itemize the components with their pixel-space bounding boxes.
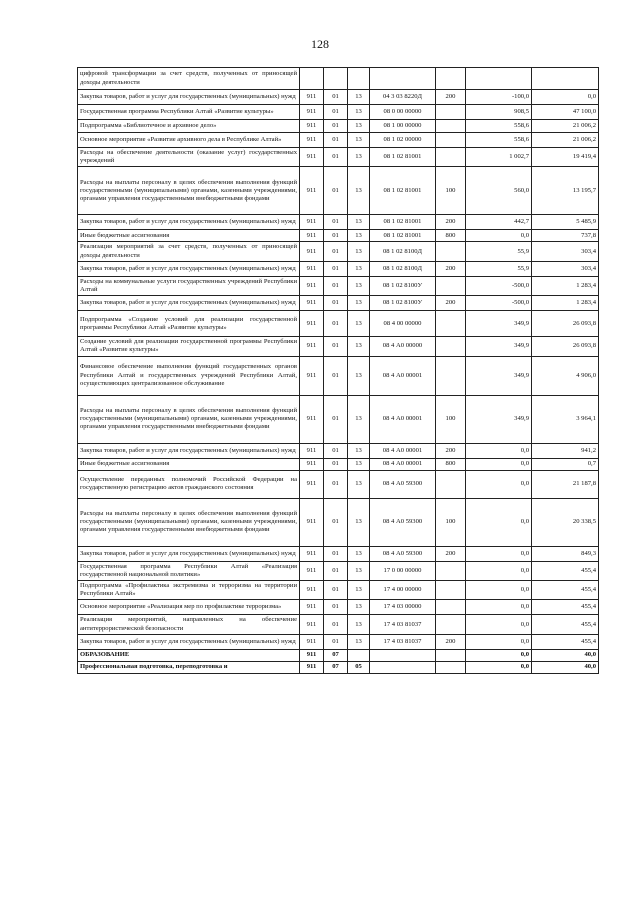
cell-rz: 01 [324, 261, 348, 276]
cell-gr: 911 [300, 600, 324, 615]
cell-change: 0,0 [466, 458, 532, 470]
cell-csr: 08 1 02 81001 [370, 148, 436, 167]
table-row [78, 561, 599, 580]
cell-change: 55,9 [466, 242, 532, 261]
cell-name: Государственная программа Республики Алтай «Развитие культуры» [78, 105, 300, 120]
cell-pr: 13 [348, 120, 370, 133]
cell-rz: 01 [324, 615, 348, 634]
cell-change: 55,9 [466, 261, 532, 276]
cell-name: Расходы на обеспечение деятельности (оказание услуг) государственных учреждений [78, 148, 300, 167]
cell-change: 349,9 [466, 311, 532, 337]
cell-pr: 13 [348, 634, 370, 649]
cell-csr: 08 1 00 00000 [370, 120, 436, 133]
cell-name: цифровой трансформации за счет средств, полученных от приносящей доходы деятельности [78, 68, 300, 90]
table-row [78, 68, 599, 90]
table-row [78, 498, 599, 546]
table-row [78, 615, 599, 634]
table-row [78, 661, 599, 673]
cell-total: 1 283,4 [532, 296, 599, 311]
cell-vr: 800 [436, 230, 466, 242]
cell-total: 40,0 [532, 661, 599, 673]
cell-csr: 08 4 А0 00001 [370, 458, 436, 470]
cell-vr [436, 68, 466, 90]
cell-csr: 08 4 А0 00001 [370, 395, 436, 443]
cell-vr [436, 337, 466, 356]
cell-change: 1 002,7 [466, 148, 532, 167]
cell-csr: 08 4 А0 00000 [370, 337, 436, 356]
cell-vr [436, 600, 466, 615]
table-row [78, 581, 599, 600]
cell-csr: 04 3 03 8220Д [370, 90, 436, 105]
cell-gr: 911 [300, 311, 324, 337]
cell-change: 558,6 [466, 120, 532, 133]
table-row [78, 242, 599, 261]
cell-total: 0,7 [532, 458, 599, 470]
cell-total: 5 485,9 [532, 215, 599, 230]
cell-name: Создание условий для реализации государственной программы Республики Алтай «Развитие культуры» [78, 337, 300, 356]
cell-vr: 100 [436, 498, 466, 546]
cell-total: 21 187,8 [532, 470, 599, 498]
cell-pr: 13 [348, 215, 370, 230]
cell-pr: 13 [348, 133, 370, 148]
table-row [78, 634, 599, 649]
cell-vr: 200 [436, 546, 466, 561]
table-row [78, 296, 599, 311]
cell-rz: 01 [324, 356, 348, 395]
cell-pr: 13 [348, 148, 370, 167]
cell-csr: 08 1 02 81001 [370, 167, 436, 215]
cell-change: 0,0 [466, 615, 532, 634]
table-row [78, 120, 599, 133]
cell-total: 1 283,4 [532, 276, 599, 295]
cell-gr: 911 [300, 337, 324, 356]
cell-total: 303,4 [532, 261, 599, 276]
cell-name: Финансовое обеспечение выполнения функций государственных органов Республики Алтай и государственных учреждений Республики Алтай, осуществляющих централизованное обслуживание [78, 356, 300, 395]
cell-gr: 911 [300, 395, 324, 443]
cell-rz: 01 [324, 600, 348, 615]
table-row [78, 90, 599, 105]
cell-vr: 200 [436, 443, 466, 458]
cell-gr: 911 [300, 133, 324, 148]
table-row [78, 311, 599, 337]
cell-change: 0,0 [466, 546, 532, 561]
cell-change: 0,0 [466, 230, 532, 242]
cell-vr [436, 105, 466, 120]
cell-name: Закупка товаров, работ и услуг для государственных (муниципальных) нужд [78, 634, 300, 649]
cell-pr: 13 [348, 615, 370, 634]
cell-rz: 01 [324, 296, 348, 311]
cell-name: Расходы на выплаты персоналу в целях обеспечения выполнения функций государственными (муниципальными) органами, казенными учреждениями, органами управления государственными внебюджетными фондами [78, 498, 300, 546]
cell-pr: 13 [348, 443, 370, 458]
cell-change: 0,0 [466, 649, 532, 661]
cell-gr: 911 [300, 261, 324, 276]
cell-pr: 13 [348, 470, 370, 498]
cell-csr: 17 4 03 81037 [370, 634, 436, 649]
cell-total: 737,8 [532, 230, 599, 242]
cell-csr [370, 68, 436, 90]
cell-gr: 911 [300, 615, 324, 634]
cell-total: 26 093,8 [532, 337, 599, 356]
table-row [78, 395, 599, 443]
cell-csr: 08 1 02 81001 [370, 215, 436, 230]
cell-pr: 13 [348, 261, 370, 276]
cell-rz: 01 [324, 337, 348, 356]
cell-pr: 13 [348, 167, 370, 215]
cell-gr: 911 [300, 470, 324, 498]
cell-total: 13 195,7 [532, 167, 599, 215]
cell-csr: 08 1 02 8100У [370, 276, 436, 295]
cell-rz: 01 [324, 167, 348, 215]
cell-vr: 200 [436, 296, 466, 311]
cell-pr: 13 [348, 276, 370, 295]
cell-total: 21 006,2 [532, 120, 599, 133]
cell-pr: 13 [348, 395, 370, 443]
cell-name: Иные бюджетные ассигнования [78, 458, 300, 470]
cell-name: Закупка товаров, работ и услуг для государственных (муниципальных) нужд [78, 443, 300, 458]
cell-change: 0,0 [466, 561, 532, 580]
cell-change: 0,0 [466, 661, 532, 673]
cell-rz: 01 [324, 276, 348, 295]
cell-rz: 01 [324, 133, 348, 148]
cell-rz [324, 68, 348, 90]
cell-total: 3 964,1 [532, 395, 599, 443]
cell-gr: 911 [300, 661, 324, 673]
cell-csr: 08 4 А0 00001 [370, 443, 436, 458]
cell-csr: 08 0 00 00000 [370, 105, 436, 120]
cell-pr: 13 [348, 498, 370, 546]
cell-rz: 07 [324, 649, 348, 661]
cell-csr: 08 1 02 8100Д [370, 261, 436, 276]
cell-pr: 13 [348, 296, 370, 311]
cell-rz: 01 [324, 458, 348, 470]
cell-rz: 01 [324, 215, 348, 230]
table-row [78, 167, 599, 215]
cell-gr [300, 68, 324, 90]
cell-gr: 911 [300, 649, 324, 661]
cell-gr: 911 [300, 296, 324, 311]
cell-vr: 800 [436, 458, 466, 470]
cell-gr: 911 [300, 90, 324, 105]
cell-rz: 01 [324, 148, 348, 167]
cell-name: Подпрограмма «Создание условий для реализации государственной программы Республики Алтай «Развитие культуры» [78, 311, 300, 337]
cell-name: Основное мероприятие «Развитие архивного дела в Республике Алтай» [78, 133, 300, 148]
cell-vr [436, 148, 466, 167]
budget-table [77, 67, 599, 674]
cell-csr: 17 0 00 00000 [370, 561, 436, 580]
cell-pr: 13 [348, 242, 370, 261]
cell-vr [436, 276, 466, 295]
cell-total: 455,4 [532, 581, 599, 600]
cell-total: 455,4 [532, 615, 599, 634]
cell-total: 47 100,0 [532, 105, 599, 120]
cell-csr: 08 4 00 00000 [370, 311, 436, 337]
cell-rz: 01 [324, 561, 348, 580]
cell-vr: 200 [436, 215, 466, 230]
table-row [78, 261, 599, 276]
cell-gr: 911 [300, 167, 324, 215]
cell-name: Расходы на выплаты персоналу в целях обеспечения выполнения функций государственными (муниципальными) органами, казенными учреждениями, органами управления государственными внебюджетными фондами [78, 167, 300, 215]
cell-pr [348, 68, 370, 90]
cell-rz: 01 [324, 120, 348, 133]
table-row [78, 600, 599, 615]
cell-name: Государственная программа Республики Алтай «Реализация государственной национальной политики» [78, 561, 300, 580]
cell-gr: 911 [300, 498, 324, 546]
cell-vr [436, 133, 466, 148]
cell-total: 40,0 [532, 649, 599, 661]
cell-name: Расходы на коммунальные услуги государственных учреждений Республики Алтай [78, 276, 300, 295]
cell-name: Подпрограмма «Библиотечное и архивное дело» [78, 120, 300, 133]
cell-change: -100,0 [466, 90, 532, 105]
cell-gr: 911 [300, 443, 324, 458]
cell-total: 455,4 [532, 561, 599, 580]
cell-pr [348, 649, 370, 661]
cell-vr: 100 [436, 167, 466, 215]
cell-vr [436, 120, 466, 133]
cell-pr: 13 [348, 356, 370, 395]
cell-vr: 200 [436, 634, 466, 649]
table-row [78, 546, 599, 561]
table-row [78, 105, 599, 120]
cell-name: Закупка товаров, работ и услуг для государственных (муниципальных) нужд [78, 215, 300, 230]
cell-pr: 13 [348, 561, 370, 580]
cell-gr: 911 [300, 546, 324, 561]
cell-vr [436, 311, 466, 337]
cell-vr [436, 649, 466, 661]
cell-gr: 911 [300, 230, 324, 242]
cell-vr: 100 [436, 395, 466, 443]
cell-csr: 08 1 02 8100Д [370, 242, 436, 261]
cell-total [532, 68, 599, 90]
page-number: 128 [311, 37, 329, 51]
cell-pr: 13 [348, 230, 370, 242]
cell-pr: 05 [348, 661, 370, 673]
table-row [78, 470, 599, 498]
cell-total: 455,4 [532, 634, 599, 649]
cell-change [466, 68, 532, 90]
cell-vr [436, 661, 466, 673]
cell-total: 4 906,0 [532, 356, 599, 395]
cell-pr: 13 [348, 105, 370, 120]
table-row [78, 230, 599, 242]
cell-gr: 911 [300, 458, 324, 470]
table-row [78, 215, 599, 230]
cell-csr: 08 1 02 00000 [370, 133, 436, 148]
cell-change: 0,0 [466, 498, 532, 546]
cell-rz: 01 [324, 470, 348, 498]
cell-name: Закупка товаров, работ и услуг для государственных (муниципальных) нужд [78, 296, 300, 311]
table-row [78, 148, 599, 167]
cell-gr: 911 [300, 581, 324, 600]
cell-total: 0,0 [532, 90, 599, 105]
cell-vr [436, 470, 466, 498]
cell-change: 908,5 [466, 105, 532, 120]
cell-csr: 08 1 02 81001 [370, 230, 436, 242]
cell-change: 0,0 [466, 581, 532, 600]
cell-vr [436, 615, 466, 634]
cell-change: 442,7 [466, 215, 532, 230]
cell-change: 0,0 [466, 443, 532, 458]
cell-change: -500,0 [466, 296, 532, 311]
cell-total: 455,4 [532, 600, 599, 615]
table-row [78, 133, 599, 148]
cell-name: Профессиональная подготовка, переподготовка и [78, 661, 300, 673]
cell-csr [370, 661, 436, 673]
cell-gr: 911 [300, 148, 324, 167]
cell-gr: 911 [300, 242, 324, 261]
cell-pr: 13 [348, 337, 370, 356]
cell-csr [370, 649, 436, 661]
cell-total: 849,3 [532, 546, 599, 561]
cell-total: 26 093,8 [532, 311, 599, 337]
cell-vr [436, 561, 466, 580]
cell-name: Закупка товаров, работ и услуг для государственных (муниципальных) нужд [78, 90, 300, 105]
cell-rz: 01 [324, 546, 348, 561]
cell-pr: 13 [348, 311, 370, 337]
cell-pr: 13 [348, 90, 370, 105]
cell-rz: 01 [324, 443, 348, 458]
cell-vr: 200 [436, 90, 466, 105]
cell-total: 303,4 [532, 242, 599, 261]
cell-csr: 17 4 00 00000 [370, 581, 436, 600]
cell-change: 0,0 [466, 600, 532, 615]
cell-gr: 911 [300, 561, 324, 580]
cell-change: 349,9 [466, 395, 532, 443]
cell-vr: 200 [436, 261, 466, 276]
cell-rz: 07 [324, 661, 348, 673]
cell-gr: 911 [300, 634, 324, 649]
cell-change: 0,0 [466, 470, 532, 498]
cell-vr [436, 356, 466, 395]
cell-vr [436, 581, 466, 600]
cell-csr: 08 4 А0 59300 [370, 470, 436, 498]
cell-csr: 08 4 А0 59300 [370, 546, 436, 561]
cell-total: 21 006,2 [532, 133, 599, 148]
cell-pr: 13 [348, 458, 370, 470]
cell-csr: 08 4 А0 00001 [370, 356, 436, 395]
cell-change: 349,9 [466, 356, 532, 395]
cell-name: Основное мероприятие «Реализация мер по профилактике терроризма» [78, 600, 300, 615]
table-row [78, 276, 599, 295]
cell-name: Реализация мероприятий за счет средств, полученных от приносящей доходы деятельности [78, 242, 300, 261]
cell-change: 560,0 [466, 167, 532, 215]
cell-rz: 01 [324, 395, 348, 443]
cell-rz: 01 [324, 242, 348, 261]
cell-gr: 911 [300, 105, 324, 120]
cell-change: 558,6 [466, 133, 532, 148]
table-row [78, 337, 599, 356]
cell-gr: 911 [300, 215, 324, 230]
cell-total: 19 419,4 [532, 148, 599, 167]
table-row [78, 356, 599, 395]
cell-gr: 911 [300, 356, 324, 395]
cell-name: Расходы на выплаты персоналу в целях обеспечения выполнения функций государственными (муниципальными) органами, казенными учреждениями, органами управления государственными внебюджетными фондами [78, 395, 300, 443]
cell-vr [436, 242, 466, 261]
cell-rz: 01 [324, 230, 348, 242]
table-row [78, 458, 599, 470]
cell-name: Осуществление переданных полномочий Российской Федерации на государственную регистрацию актов гражданского состояния [78, 470, 300, 498]
cell-csr: 08 4 А0 59300 [370, 498, 436, 546]
cell-total: 941,2 [532, 443, 599, 458]
cell-total: 20 338,5 [532, 498, 599, 546]
cell-rz: 01 [324, 498, 348, 546]
cell-rz: 01 [324, 634, 348, 649]
cell-change: -500,0 [466, 276, 532, 295]
cell-name: Реализация мероприятий, направленных на обеспечение антитеррористической безопасности [78, 615, 300, 634]
cell-name: Закупка товаров, работ и услуг для государственных (муниципальных) нужд [78, 261, 300, 276]
cell-name: Закупка товаров, работ и услуг для государственных (муниципальных) нужд [78, 546, 300, 561]
cell-rz: 01 [324, 90, 348, 105]
cell-change: 0,0 [466, 634, 532, 649]
cell-rz: 01 [324, 581, 348, 600]
cell-rz: 01 [324, 311, 348, 337]
cell-pr: 13 [348, 581, 370, 600]
cell-name: Подпрограмма «Профилактика экстремизма и терроризма на территории Республики Алтай» [78, 581, 300, 600]
cell-gr: 911 [300, 276, 324, 295]
cell-gr: 911 [300, 120, 324, 133]
cell-pr: 13 [348, 546, 370, 561]
table-row [78, 443, 599, 458]
cell-rz: 01 [324, 105, 348, 120]
cell-csr: 17 4 03 81037 [370, 615, 436, 634]
cell-csr: 08 1 02 8100У [370, 296, 436, 311]
table-row [78, 649, 599, 661]
cell-name: Иные бюджетные ассигнования [78, 230, 300, 242]
cell-change: 349,9 [466, 337, 532, 356]
cell-name: ОБРАЗОВАНИЕ [78, 649, 300, 661]
cell-csr: 17 4 03 00000 [370, 600, 436, 615]
cell-pr: 13 [348, 600, 370, 615]
